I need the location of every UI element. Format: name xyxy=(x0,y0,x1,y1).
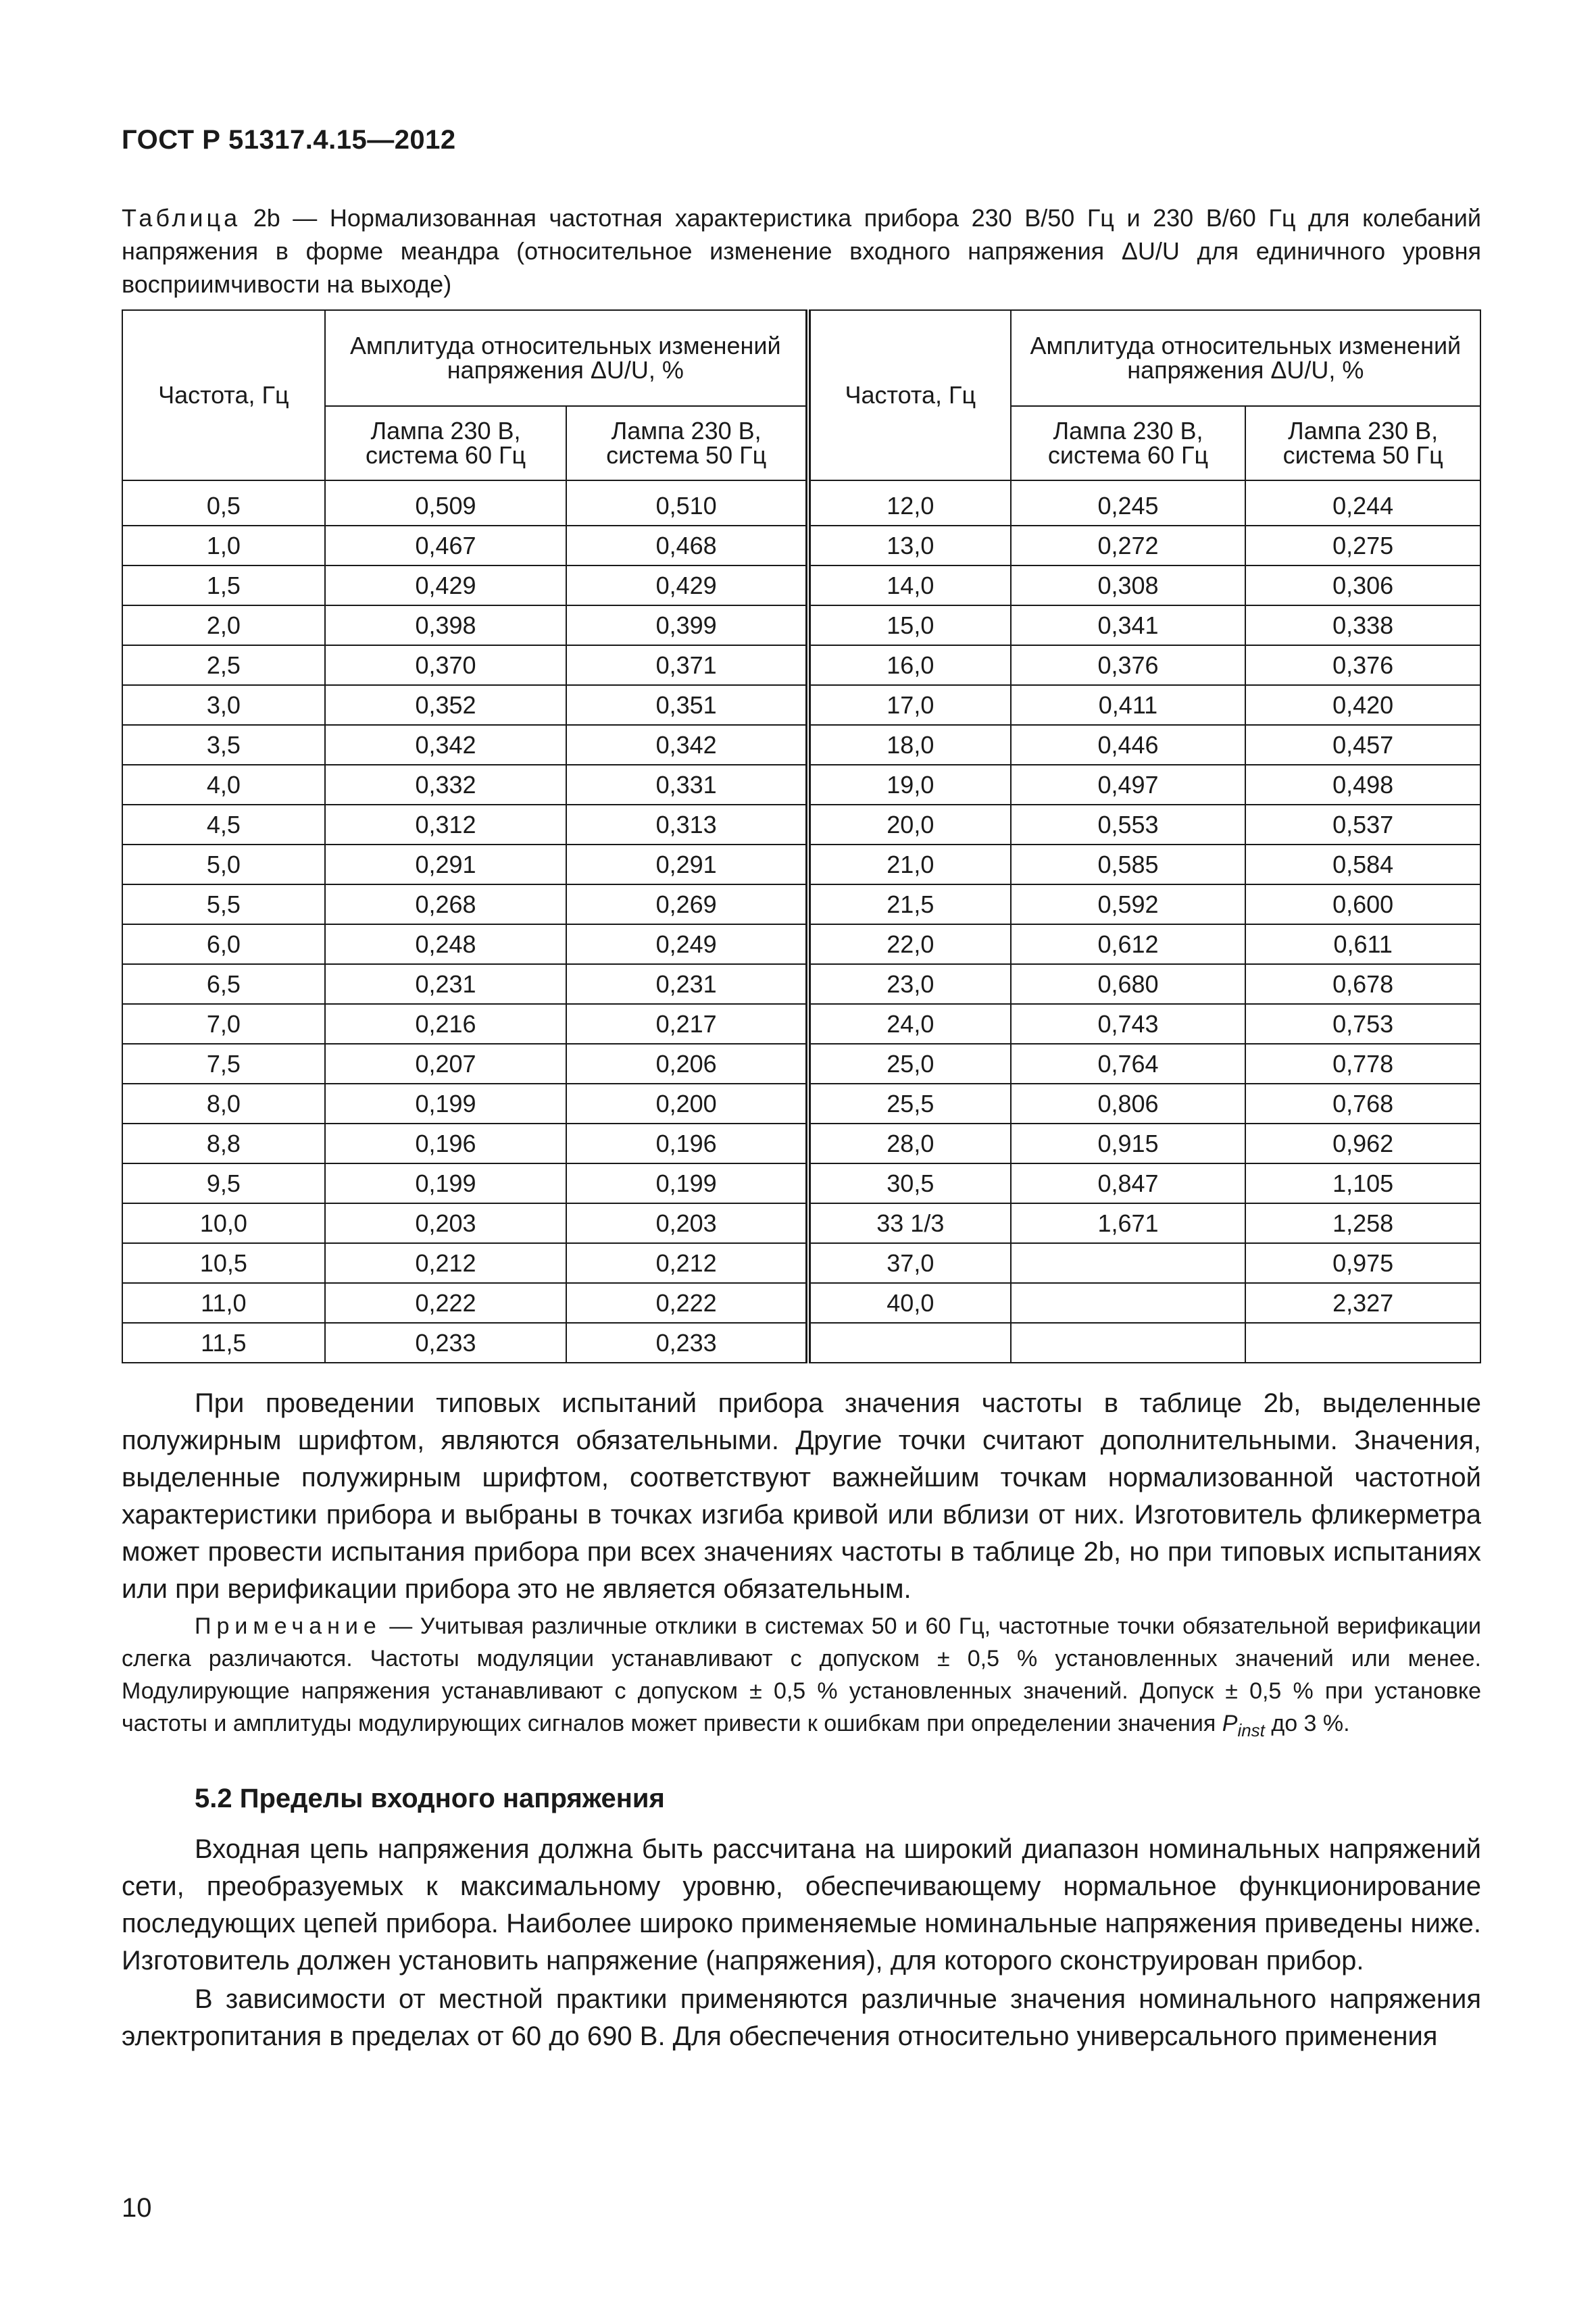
table-caption xyxy=(122,201,1481,301)
cell-frequency: 21,0 xyxy=(808,845,1011,884)
cell-frequency: 20,0 xyxy=(808,805,1011,845)
caption-text: 2b — Нормализованная частотная характеристика прибора 230 В/50 Гц и 230 В/60 Гц для колебаний напряжения в форме меандра (относительное изменение входного напряжения ΔU/U для единичного уровня восприимчивости на выходе) xyxy=(122,204,1481,298)
cell-lamp-50: 0,351 xyxy=(566,685,808,725)
cell-lamp-50 xyxy=(1245,1323,1480,1363)
paragraph-text: В зависимости от местной практики применяются различные значения номинального напряжения электропитания в пределах от 60 до 690 В. Для обеспечения относительно универсального применения xyxy=(122,1984,1481,2051)
cell-lamp-50: 0,200 xyxy=(566,1084,808,1124)
cell-frequency: 21,5 xyxy=(808,884,1011,924)
table-row xyxy=(122,1203,1480,1243)
header-lamp-50-left: Лампа 230 В, система 50 Гц xyxy=(566,406,808,480)
table-row xyxy=(122,645,1480,685)
cell-lamp-60: 0,764 xyxy=(1011,1044,1246,1084)
cell-frequency: 7,0 xyxy=(122,1004,325,1044)
cell-frequency: 19,0 xyxy=(808,765,1011,805)
table-row xyxy=(122,1243,1480,1283)
table-row xyxy=(122,486,1480,526)
cell-frequency: 18,0 xyxy=(808,725,1011,765)
caption-lead: Таблица xyxy=(122,204,241,232)
cell-frequency: 8,8 xyxy=(122,1124,325,1163)
cell-lamp-50: 0,275 xyxy=(1245,526,1480,565)
table-body xyxy=(122,486,1480,1363)
cell-frequency: 1,5 xyxy=(122,565,325,605)
cell-frequency: 9,5 xyxy=(122,1163,325,1203)
note-tail: до 3 %. xyxy=(1264,1711,1350,1736)
cell-lamp-60: 0,398 xyxy=(325,605,567,645)
cell-lamp-50: 0,244 xyxy=(1245,486,1480,526)
cell-frequency: 5,0 xyxy=(122,845,325,884)
cell-lamp-50: 0,429 xyxy=(566,565,808,605)
cell-lamp-60 xyxy=(1011,1323,1246,1363)
header-lamp-60-left: Лампа 230 В, система 60 Гц xyxy=(325,406,567,480)
cell-frequency: 11,5 xyxy=(122,1323,325,1363)
cell-frequency: 2,0 xyxy=(122,605,325,645)
cell-lamp-60: 0,342 xyxy=(325,725,567,765)
cell-lamp-50: 0,537 xyxy=(1245,805,1480,845)
cell-lamp-60: 0,231 xyxy=(325,964,567,1004)
table-row xyxy=(122,765,1480,805)
cell-lamp-60: 0,743 xyxy=(1011,1004,1246,1044)
cell-frequency: 37,0 xyxy=(808,1243,1011,1283)
cell-lamp-50: 0,291 xyxy=(566,845,808,884)
cell-lamp-60: 0,248 xyxy=(325,924,567,964)
cell-lamp-50: 0,510 xyxy=(566,486,808,526)
cell-lamp-60: 0,467 xyxy=(325,526,567,565)
cell-frequency: 30,5 xyxy=(808,1163,1011,1203)
table-row xyxy=(122,1044,1480,1084)
header-amplitude-left: Амплитуда относительных изменений напряжения ΔU/U, % xyxy=(325,310,808,406)
table-row xyxy=(122,725,1480,765)
cell-frequency: 25,0 xyxy=(808,1044,1011,1084)
paragraph-mandatory-points xyxy=(122,1385,1481,1608)
cell-lamp-60 xyxy=(1011,1283,1246,1323)
page-number: 10 xyxy=(122,2193,152,2223)
paragraph-text: При проведении типовых испытаний прибора значения частоты в таблице 2b, выделенные полужирным шрифтом, являются обязательными. Другие точки считают дополнительными. Значения, выделенные полужирным шрифтом, соответствуют важнейшим точкам нормализованной частотной характеристики прибора и выбраны в точках изгиба кривой или вблизи от них. Изготовитель фликерметра может провести испытания прибора при всех значениях частоты в таблице 2b, но при типовых испытаниях или при верификации прибора это не является обязательным. xyxy=(122,1388,1481,1604)
table-row xyxy=(122,924,1480,964)
cell-lamp-60: 0,268 xyxy=(325,884,567,924)
cell-lamp-50: 1,258 xyxy=(1245,1203,1480,1243)
cell-lamp-60: 0,312 xyxy=(325,805,567,845)
cell-lamp-50: 0,331 xyxy=(566,765,808,805)
cell-lamp-60: 0,446 xyxy=(1011,725,1246,765)
cell-lamp-60: 1,671 xyxy=(1011,1203,1246,1243)
cell-lamp-50: 0,778 xyxy=(1245,1044,1480,1084)
table-row xyxy=(122,1163,1480,1203)
table-row xyxy=(122,845,1480,884)
cell-frequency: 16,0 xyxy=(808,645,1011,685)
note xyxy=(122,1610,1481,1746)
cell-frequency: 4,5 xyxy=(122,805,325,845)
cell-lamp-60: 0,497 xyxy=(1011,765,1246,805)
cell-lamp-60: 0,370 xyxy=(325,645,567,685)
cell-frequency: 0,5 xyxy=(122,486,325,526)
cell-lamp-50: 0,203 xyxy=(566,1203,808,1243)
cell-lamp-50: 0,468 xyxy=(566,526,808,565)
cell-lamp-60: 0,592 xyxy=(1011,884,1246,924)
header-frequency-left: Частота, Гц xyxy=(122,310,325,480)
cell-lamp-60: 0,847 xyxy=(1011,1163,1246,1203)
table-row xyxy=(122,685,1480,725)
cell-lamp-60: 0,196 xyxy=(325,1124,567,1163)
cell-lamp-60: 0,341 xyxy=(1011,605,1246,645)
cell-lamp-60 xyxy=(1011,1243,1246,1283)
table-row xyxy=(122,1084,1480,1124)
cell-lamp-50: 0,199 xyxy=(566,1163,808,1203)
p-inst-subscript: inst xyxy=(1237,1719,1265,1740)
table-row xyxy=(122,884,1480,924)
cell-lamp-50: 0,306 xyxy=(1245,565,1480,605)
cell-lamp-50: 1,105 xyxy=(1245,1163,1480,1203)
cell-lamp-50: 0,231 xyxy=(566,964,808,1004)
cell-lamp-60: 0,376 xyxy=(1011,645,1246,685)
cell-frequency: 24,0 xyxy=(808,1004,1011,1044)
cell-lamp-60: 0,212 xyxy=(325,1243,567,1283)
cell-frequency: 33 1/3 xyxy=(808,1203,1011,1243)
cell-lamp-50: 0,376 xyxy=(1245,645,1480,685)
table-row xyxy=(122,526,1480,565)
paragraph-text: Входная цепь напряжения должна быть рассчитана на широкий диапазон номинальных напряжений сети, преобразуемых к максимальному уровню, обеспечивающему нормальное функционирование последующих цепей прибора. Наиболее широко применяемые номинальные напряжения приведены ниже. Изготовитель должен установить напряжение (напряжения), для которого сконструирован прибор. xyxy=(122,1834,1481,1976)
note-lead: Примечание xyxy=(195,1613,382,1639)
cell-lamp-60: 0,553 xyxy=(1011,805,1246,845)
cell-lamp-60: 0,352 xyxy=(325,685,567,725)
cell-frequency: 5,5 xyxy=(122,884,325,924)
cell-lamp-50: 0,498 xyxy=(1245,765,1480,805)
cell-frequency: 8,0 xyxy=(122,1084,325,1124)
cell-lamp-50: 0,212 xyxy=(566,1243,808,1283)
cell-frequency xyxy=(808,1323,1011,1363)
cell-lamp-60: 0,272 xyxy=(1011,526,1246,565)
header-lamp-50-right: Лампа 230 В, система 50 Гц xyxy=(1245,406,1480,480)
cell-lamp-50: 0,768 xyxy=(1245,1084,1480,1124)
p-inst-symbol: P xyxy=(1222,1711,1238,1736)
table-row xyxy=(122,1124,1480,1163)
cell-frequency: 4,0 xyxy=(122,765,325,805)
table-row xyxy=(122,565,1480,605)
cell-lamp-60: 0,207 xyxy=(325,1044,567,1084)
cell-frequency: 6,5 xyxy=(122,964,325,1004)
cell-lamp-60: 0,806 xyxy=(1011,1084,1246,1124)
cell-frequency: 12,0 xyxy=(808,486,1011,526)
cell-frequency: 11,0 xyxy=(122,1283,325,1323)
cell-lamp-60: 0,585 xyxy=(1011,845,1246,884)
cell-lamp-60: 0,308 xyxy=(1011,565,1246,605)
cell-lamp-50: 0,217 xyxy=(566,1004,808,1044)
table-row xyxy=(122,1283,1480,1323)
cell-frequency: 15,0 xyxy=(808,605,1011,645)
cell-lamp-50: 0,249 xyxy=(566,924,808,964)
cell-frequency: 25,5 xyxy=(808,1084,1011,1124)
cell-lamp-50: 0,233 xyxy=(566,1323,808,1363)
cell-frequency: 28,0 xyxy=(808,1124,1011,1163)
cell-lamp-50: 0,457 xyxy=(1245,725,1480,765)
cell-frequency: 2,5 xyxy=(122,645,325,685)
paragraph-input-circuit xyxy=(122,1831,1481,1980)
document-code: ГОСТ Р 51317.4.15—2012 xyxy=(122,125,456,155)
cell-lamp-60: 0,222 xyxy=(325,1283,567,1323)
cell-lamp-50: 0,584 xyxy=(1245,845,1480,884)
cell-lamp-60: 0,680 xyxy=(1011,964,1246,1004)
cell-lamp-50: 0,338 xyxy=(1245,605,1480,645)
cell-lamp-50: 0,975 xyxy=(1245,1243,1480,1283)
cell-lamp-60: 0,429 xyxy=(325,565,567,605)
table-row xyxy=(122,1323,1480,1363)
cell-lamp-60: 0,203 xyxy=(325,1203,567,1243)
cell-lamp-50: 0,313 xyxy=(566,805,808,845)
table-row xyxy=(122,964,1480,1004)
cell-frequency: 6,0 xyxy=(122,924,325,964)
cell-lamp-60: 0,612 xyxy=(1011,924,1246,964)
cell-lamp-50: 0,399 xyxy=(566,605,808,645)
cell-lamp-60: 0,199 xyxy=(325,1163,567,1203)
cell-lamp-50: 0,611 xyxy=(1245,924,1480,964)
cell-frequency: 17,0 xyxy=(808,685,1011,725)
cell-frequency: 40,0 xyxy=(808,1283,1011,1323)
cell-lamp-50: 0,206 xyxy=(566,1044,808,1084)
cell-lamp-50: 0,962 xyxy=(1245,1124,1480,1163)
cell-lamp-50: 2,327 xyxy=(1245,1283,1480,1323)
cell-frequency: 22,0 xyxy=(808,924,1011,964)
cell-lamp-50: 0,196 xyxy=(566,1124,808,1163)
cell-lamp-50: 0,342 xyxy=(566,725,808,765)
cell-lamp-60: 0,199 xyxy=(325,1084,567,1124)
header-amplitude-right: Амплитуда относительных изменений напряжения ΔU/U, % xyxy=(1011,310,1480,406)
cell-frequency: 3,5 xyxy=(122,725,325,765)
frequency-table xyxy=(122,309,1481,1363)
cell-lamp-50: 0,678 xyxy=(1245,964,1480,1004)
cell-frequency: 10,5 xyxy=(122,1243,325,1283)
header-frequency-right: Частота, Гц xyxy=(808,310,1011,480)
cell-frequency: 10,0 xyxy=(122,1203,325,1243)
cell-frequency: 13,0 xyxy=(808,526,1011,565)
cell-lamp-60: 0,509 xyxy=(325,486,567,526)
cell-lamp-60: 0,216 xyxy=(325,1004,567,1044)
table-row xyxy=(122,805,1480,845)
paragraph-local-practice xyxy=(122,1981,1481,2055)
cell-frequency: 23,0 xyxy=(808,964,1011,1004)
cell-lamp-60: 0,332 xyxy=(325,765,567,805)
cell-frequency: 3,0 xyxy=(122,685,325,725)
cell-lamp-60: 0,245 xyxy=(1011,486,1246,526)
cell-lamp-50: 0,222 xyxy=(566,1283,808,1323)
cell-frequency: 1,0 xyxy=(122,526,325,565)
cell-lamp-60: 0,411 xyxy=(1011,685,1246,725)
cell-lamp-50: 0,269 xyxy=(566,884,808,924)
cell-lamp-60: 0,915 xyxy=(1011,1124,1246,1163)
cell-lamp-50: 0,420 xyxy=(1245,685,1480,725)
cell-frequency: 7,5 xyxy=(122,1044,325,1084)
cell-lamp-60: 0,233 xyxy=(325,1323,567,1363)
table-row xyxy=(122,605,1480,645)
cell-lamp-50: 0,600 xyxy=(1245,884,1480,924)
cell-lamp-50: 0,371 xyxy=(566,645,808,685)
table-row xyxy=(122,1004,1480,1044)
section-heading: 5.2 Пределы входного напряжения xyxy=(195,1784,665,1813)
note-text: — Учитывая различные отклики в системах 50 и 60 Гц, частотные точки обязательной верификации слегка различаются. Частоты модуляции устанавливают с допуском ± 0,5 % установленных значений или менее. Модулирующие напряжения устанавливают с допуском ± 0,5 % установленных значений. Допуск ± 0,5 % при установке частоты и амплитуды модулирующих сигналов может привести к ошибкам при определении значения xyxy=(122,1613,1481,1736)
cell-lamp-60: 0,291 xyxy=(325,845,567,884)
cell-lamp-50: 0,753 xyxy=(1245,1004,1480,1044)
cell-frequency: 14,0 xyxy=(808,565,1011,605)
header-lamp-60-right: Лампа 230 В, система 60 Гц xyxy=(1011,406,1246,480)
